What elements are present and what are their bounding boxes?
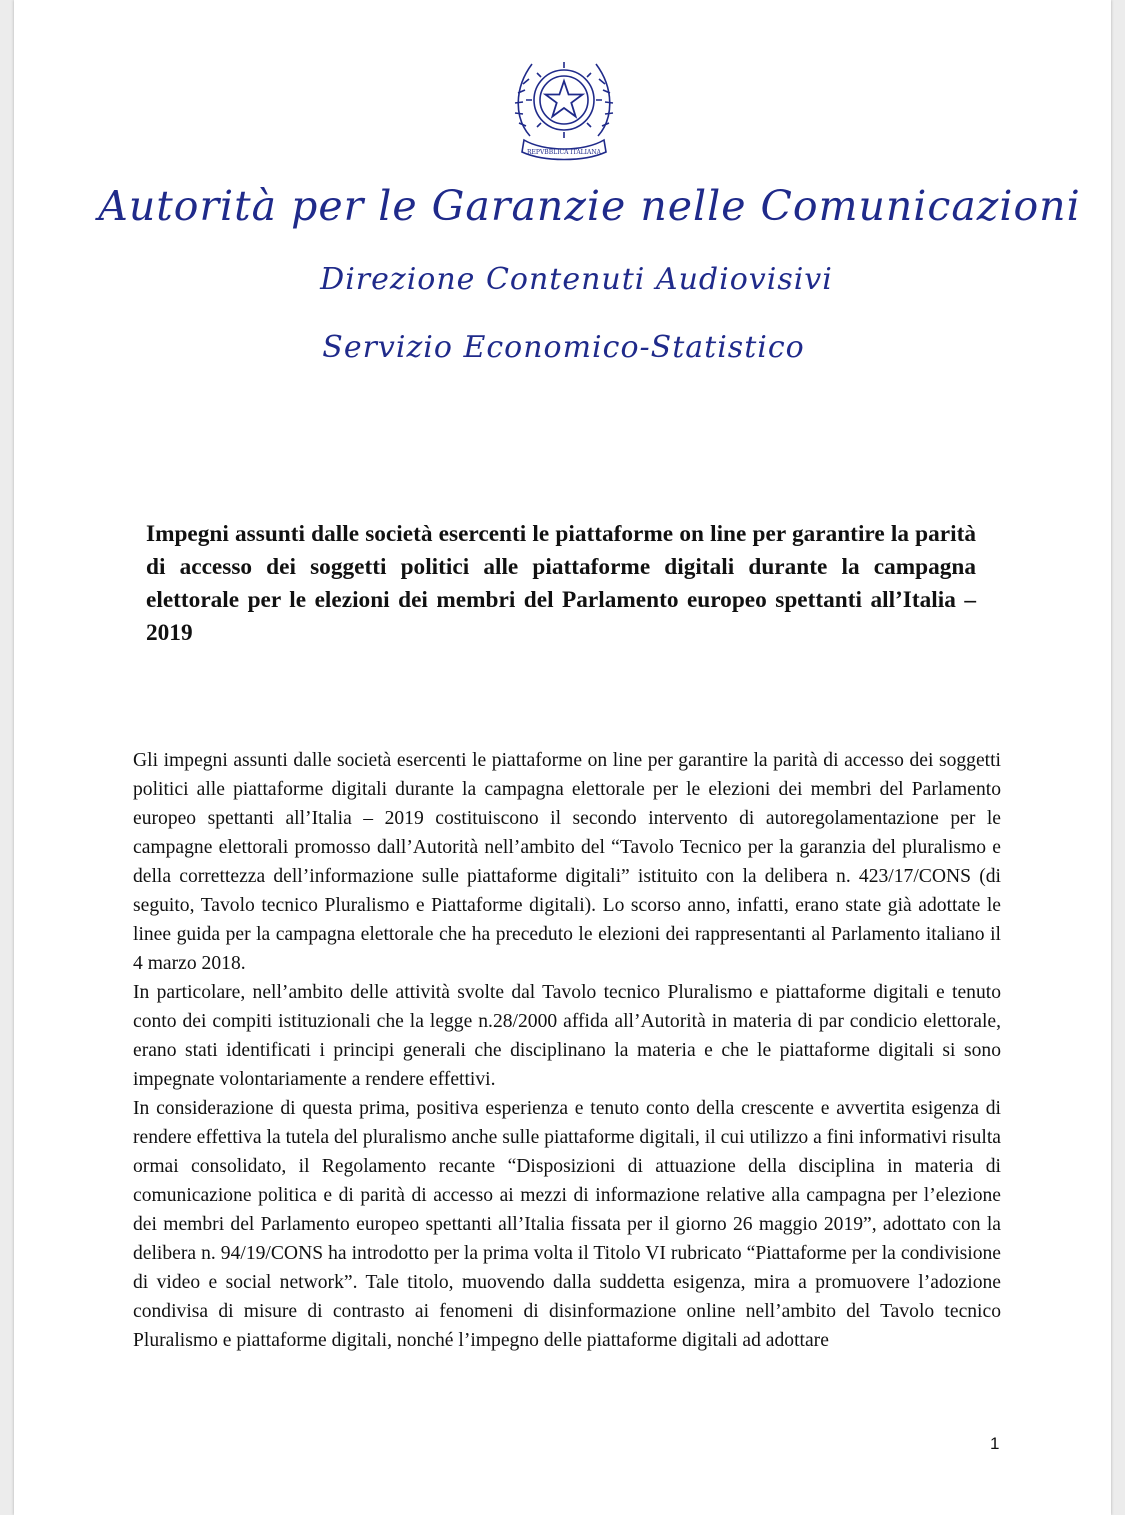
document-page [14, 0, 1111, 1515]
page-number: 1 [990, 1434, 1000, 1453]
body-paragraph: Gli impegni assunti dalle società esercenti le piattaforme on line per garantire la parità di accesso dei soggetti politici alle piattaforme digitali durante la campagna elettorale per le elezioni dei membri del Parlamento europeo spettanti all’Italia – 2019 costituiscono il secondo intervento di autoregolamentazione per le campagne elettorali promosso dall’Autorità nell’ambito del “Tavolo Tecnico per la garanzia del pluralismo e della correttezza dell’informazione sulle piattaforme digitali” istituito con la delibera n. 423/17/CONS (di seguito, Tavolo tecnico Pluralismo e Piattaforme digitali). Lo scorso anno, infatti, erano state già adottate le linee guida per la campagna elettorale che ha preceduto le elezioni dei rappresentanti al Parlamento italiano il 4 marzo 2018. [133, 750, 1001, 974]
document-body [133, 746, 1001, 1355]
italian-republic-emblem [510, 48, 618, 166]
body-paragraph: In considerazione di questa prima, positiva esperienza e tenuto conto della crescente e avvertita esigenza di rendere effettiva la tutela del pluralismo anche sulle piattaforme digitali, il cui utilizzo a fini informativi risulta ormai consolidato, il Regolamento recante “Disposizioni di attuazione della disciplina in materia di comunicazione politica e di parità di accesso ai mezzi di informazione relative alla campagna per l’elezione dei membri del Parlamento europeo spettanti all’Italia fissata per il giorno 26 maggio 2019”, adottato con la delibera n. 94/19/CONS ha introdotto per la prima volta il Titolo VI rubricato “Piattaforme per la condivisione di video e social network”. Tale titolo, muovendo dalla suddetta esigenza, mira a promuovere l’adozione condivisa di misure di contrasto ai fenomeni di disinformazione online nell’ambito del Tavolo tecnico Pluralismo e piattaforme digitali, nonché l’impegno delle piattaforme digitali ad adottare [133, 1098, 1001, 1351]
direction-name: Direzione Contenuti Audiovisivi [320, 262, 833, 297]
authority-name: Autorità per le Garanzie nelle Comunicazioni [98, 182, 1081, 230]
body-paragraph: In particolare, nell’ambito delle attività svolte dal Tavolo tecnico Pluralismo e piattaforme digitali e tenuto conto dei compiti istituzionali che la legge n.28/2000 affida all’Autorità in materia di par condicio elettorale, erano stati identificati i principi generali che disciplinano la materia e che le piattaforme digitali si sono impegnate volontariamente a rendere effettivi. [133, 982, 1001, 1090]
service-name: Servizio Economico-Statistico [322, 330, 805, 365]
svg-text:REPVBBLICA ITALIANA: REPVBBLICA ITALIANA [527, 149, 601, 156]
document-title: Impegni assunti dalle società esercenti le piattaforme on line per garantire la parità di accesso dei soggetti politici alle piattaforme digitali durante la campagna elettorale per le elezioni dei membri del Parlamento europeo spettanti all’Italia – 2019 [146, 521, 976, 646]
